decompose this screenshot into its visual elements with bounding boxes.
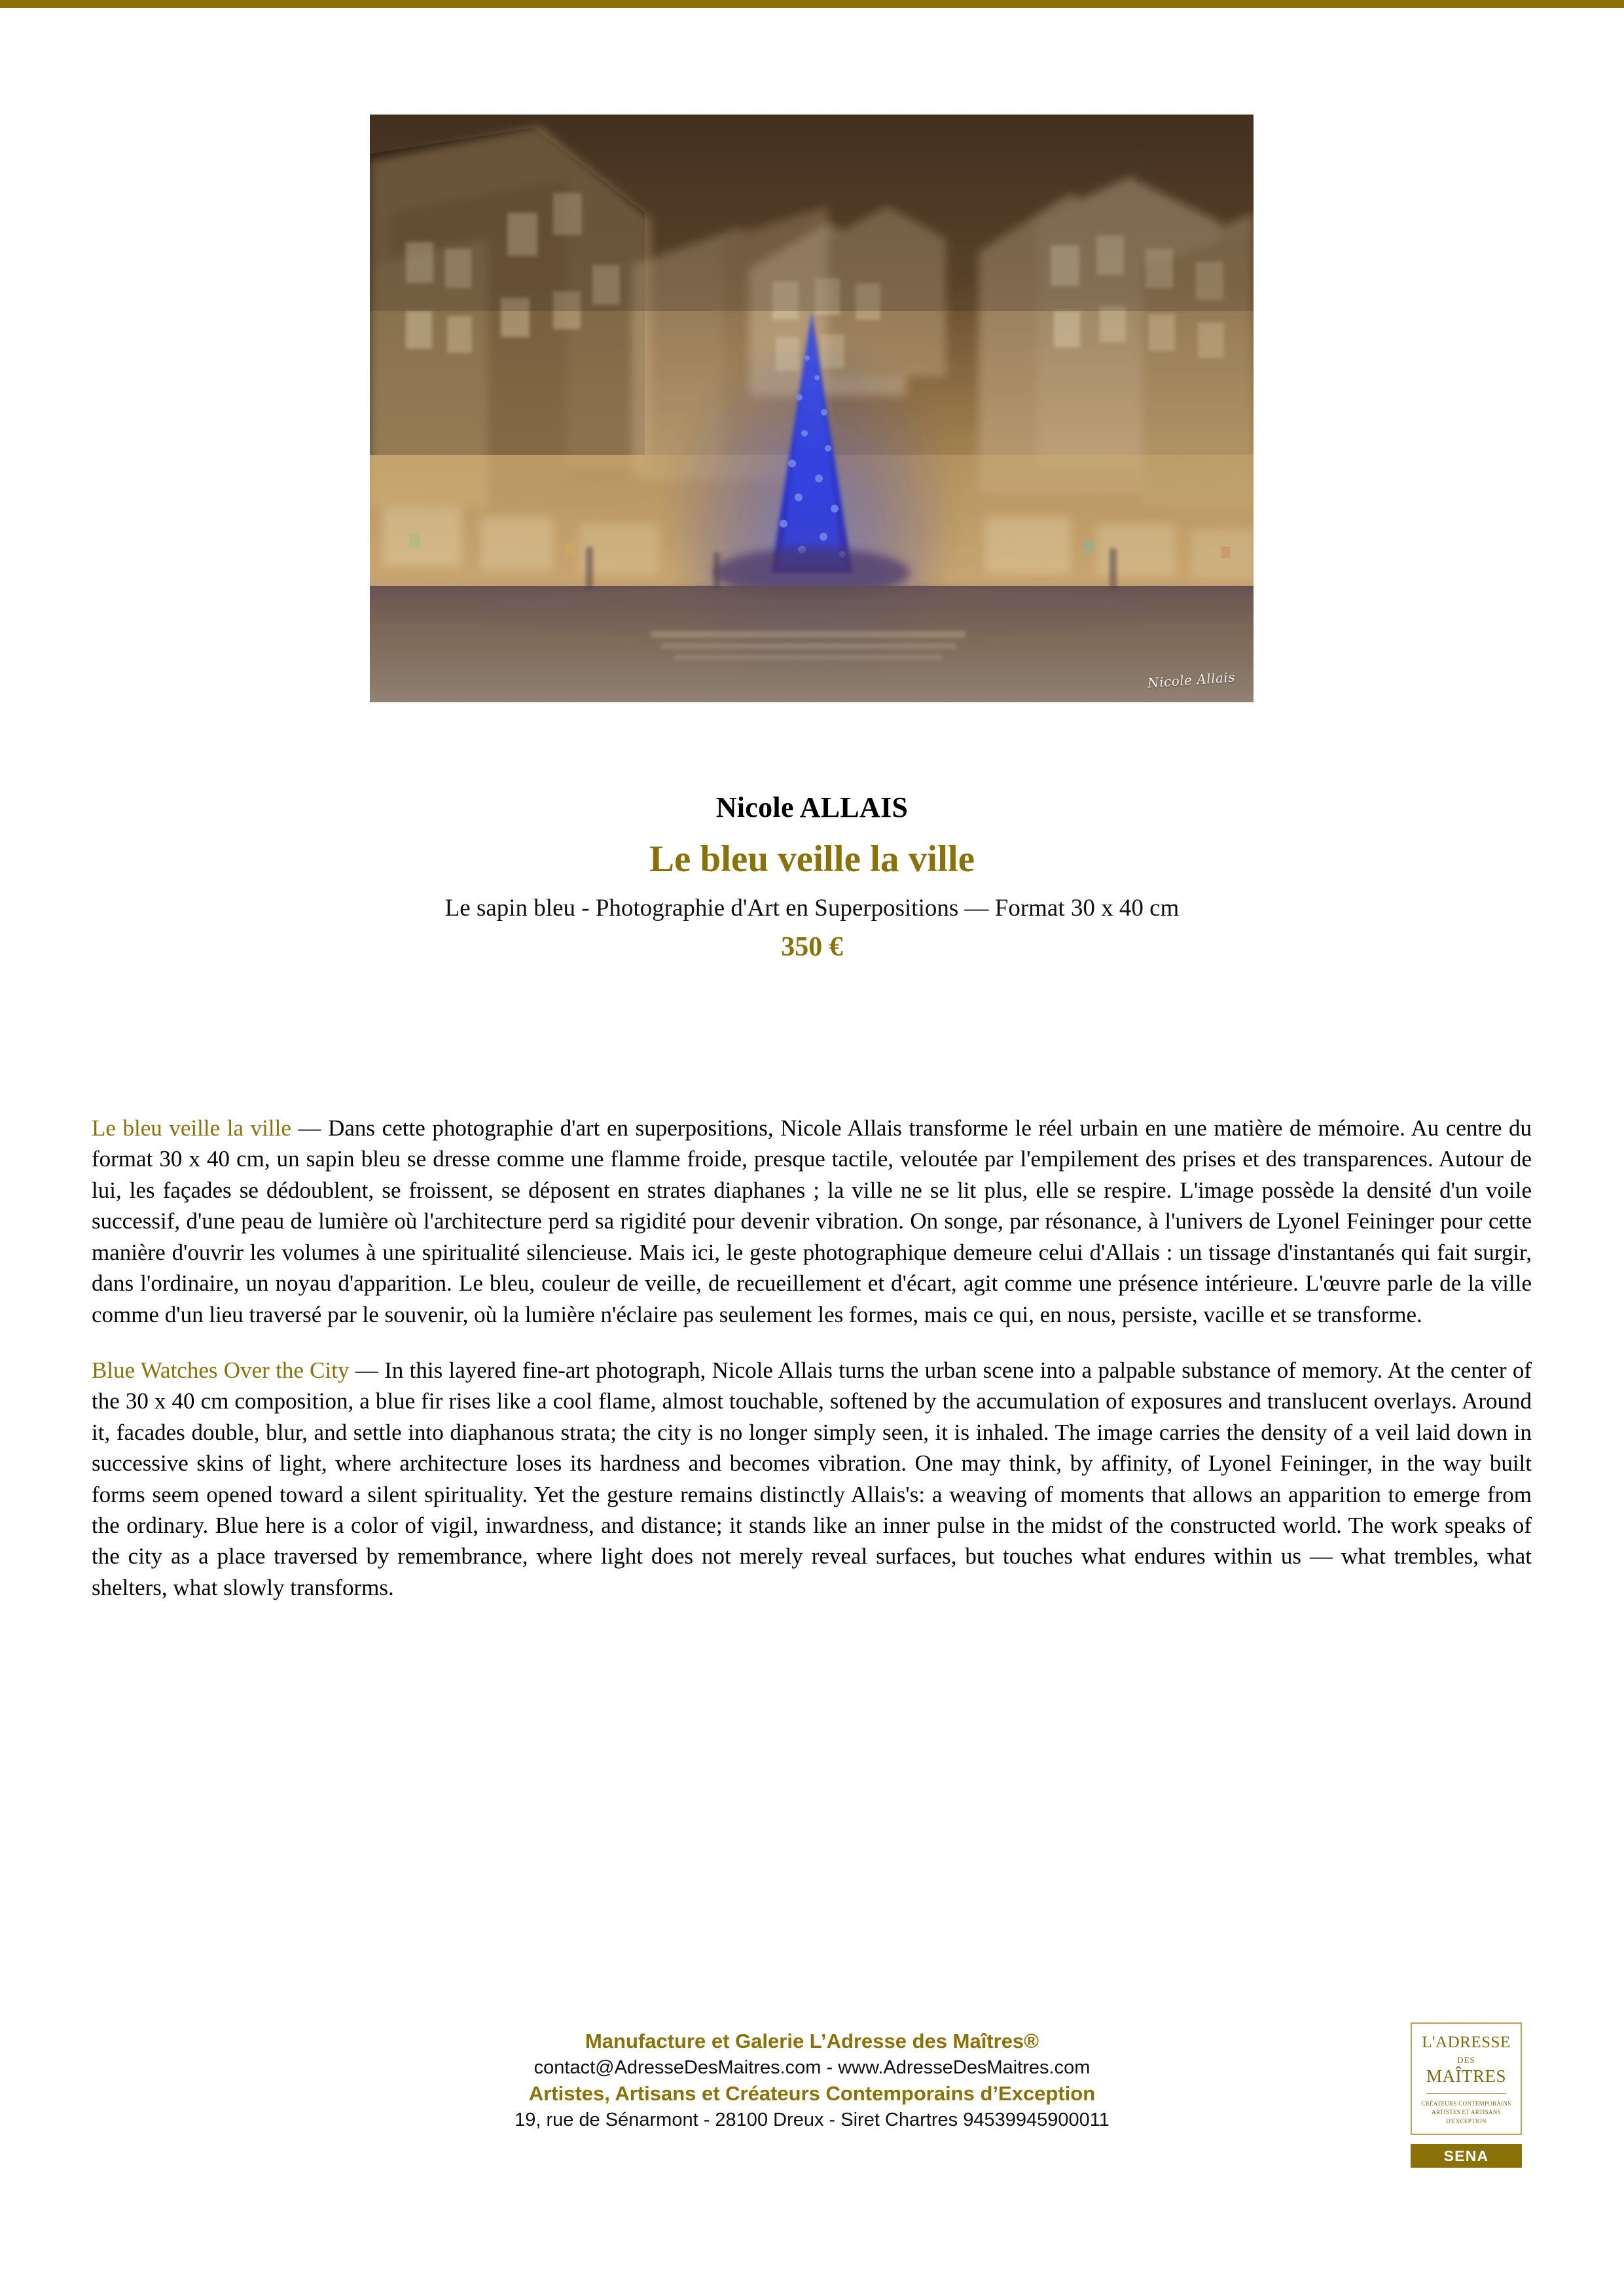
logo-line-adresse: L'ADRESSE (1422, 2034, 1511, 2051)
work-price: 350 € (781, 931, 843, 962)
paragraph-english-text: In this layered fine-art photograph, Nicole Allais turns the urban scene into a palpable substance of memory. At the center of the 30 x 40 cm composition, a blue fir rises like a cool flame, almost touchable, softened by the accumulation of exposures and translucent overlays. Around it, facades double, blur, and settle into diaphanous strata; the city is no longer simply seen, it is inhaled. The image carries the density of a veil laid down in successive skins of light, where architecture loses its hardness and becomes vibration. One may think, by affinity, of Lyonel Feininger, in the way built forms seem opened toward a silent spirituality. Yet the gesture remains distinctly Allais's: a weaving of moments that allows an apparition to emerge from the ordinary. Blue here is a color of vigil, inwardness, and distance; it stands like an inner pulse in the midst of the constructed world. The work speaks of the city as a place traversed by remembrance, where light does not merely reveal surfaces, but touches what endures within us — what trembles, what shelters, what slowly transforms. (92, 1357, 1532, 1600)
brand-logo-block (1411, 2022, 1522, 2168)
footer-company-name: Manufacture et Galerie L’Adresse des Maîtres® (585, 2030, 1039, 2053)
top-gold-rule (0, 0, 1624, 8)
paragraph-english (92, 1355, 1532, 1603)
logo-sub-line-3: D'EXCEPTION (1446, 2117, 1487, 2125)
artwork-canvas (370, 115, 1254, 702)
logo-card (1411, 2022, 1522, 2135)
artist-name: Nicole ALLAIS (715, 791, 909, 823)
artist-signature: Nicole Allais (1147, 669, 1236, 691)
work-subtitle: Le sapin bleu - Photographie d'Art en Superpositions — Format 30 x 40 cm (444, 895, 1180, 922)
logo-line-maitres: MAÎTRES (1426, 2066, 1506, 2087)
title-block (0, 792, 1624, 962)
paragraph-french-text: Dans cette photographie d'art en superpositions, Nicole Allais transforme le réel urbain en une matière de mémoire. Au centre du format 30 x 40 cm, un sapin bleu se dresse comme une flamme froide, presque tactile, veloutée par l'empilement des prises et des transparences. Autour de lui, les façades se dédoublent, se froissent, se déposent en strates diaphanes ; la ville ne se lit plus, elle se respire. L'image possède la densité d'un voile successif, d'une peau de lumière où l'architecture perd sa rigidité pour devenir vibration. On songe, par résonance, à l'univers de Lyonel Feininger pour cette manière d'ouvrir les volumes à une spiritualité silencieuse. Mais ici, le geste photographique demeure celui d'Allais : un tissage d'instantanés qui fait surgir, dans l'ordinaire, un noyau d'apparition. Le bleu, couleur de veille, de recueillement et d'écart, agit comme une présence intérieure. L'œuvre parle de la ville comme d'un lieu traversé par le souvenir, où la lumière n'éclaire pas seulement les formes, mais ce qui, en nous, persiste, vacille et se transforme. (92, 1115, 1532, 1327)
logo-divider (1426, 2093, 1506, 2094)
footer-address: 19, rue de Sénarmont - 28100 Dreux - Siret Chartres 94539945900011 (514, 2109, 1110, 2130)
footer-contact[interactable]: contact@AdresseDesMaitres.com - www.AdresseDesMaitres.com (533, 2056, 1091, 2078)
sena-badge: SENA (1411, 2144, 1522, 2168)
description-body (92, 1113, 1532, 1603)
logo-line-des: DES (1457, 2055, 1475, 2066)
logo-sub-line-1: CRÉATEURS CONTEMPORAINS (1421, 2100, 1511, 2107)
artwork-figure (370, 115, 1254, 702)
footer-tagline: Artistes, Artisans et Créateurs Contemporains d’Exception (528, 2082, 1096, 2106)
logo-sub-line-2: ARTISTES ET ARTISANS (1432, 2109, 1501, 2116)
paragraph-english-dash: — (349, 1357, 385, 1383)
work-title: Le bleu veille la ville (649, 838, 975, 880)
paragraph-english-lead: Blue Watches Over the City (92, 1357, 350, 1383)
paragraph-french-dash: — (291, 1115, 329, 1141)
page-footer (0, 2028, 1624, 2133)
paragraph-french (92, 1113, 1532, 1330)
paragraph-french-lead: Le bleu veille la ville (92, 1115, 291, 1141)
artwork-image (370, 115, 1254, 702)
